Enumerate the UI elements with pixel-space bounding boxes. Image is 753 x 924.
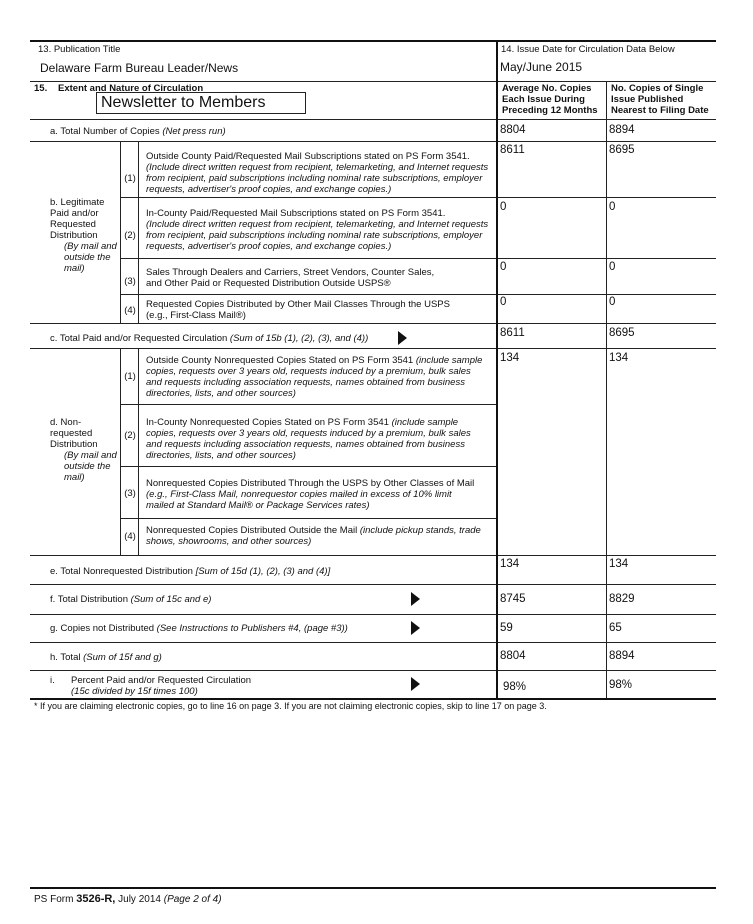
row-g-label: g. Copies not Distributed (See Instructions to Publishers #4, (page #3)) (50, 623, 348, 634)
row-c-label: c. Total Paid and/or Requested Circulation (Sum of 15b (1), (2), (3), and (4)) (50, 333, 369, 344)
row-c-average: 8611 (500, 327, 525, 339)
row-d2-description: In-County Nonrequested Copies Stated on PS Form 3541 (include sample copies, requests over 3 years old, requests induced by a premium, bulk sales and requests including association requests, names obtained from business directories, lists, and other sources) (146, 417, 471, 461)
row-i-average: 98% (503, 681, 527, 693)
row-e-average: 134 (500, 558, 520, 570)
extent-value-box: Newsletter to Members (96, 92, 306, 114)
row-i-single: 98% (609, 679, 633, 691)
row-d4-description: Nonrequested Copies Distributed Outside the Mail (include pickup stands, trade shows, showrooms, and other sources) (146, 525, 481, 547)
row-f-single: 8829 (609, 593, 635, 605)
row-b3-description: Sales Through Dealers and Carriers, Street Vendors, Counter Sales, and Other Paid or Requested Distribution Outside USPS® (146, 267, 435, 289)
row-h-average: 8804 (500, 650, 526, 662)
row-d-group-label: d. Non-requested Distribution (By mail and outside the mail) (50, 417, 117, 483)
row-b2-number: (2) (124, 230, 136, 241)
row-b1-average: 8611 (500, 144, 525, 156)
row-c-single: 8695 (609, 327, 635, 339)
electronic-copies-footnote: * If you are claiming electronic copies, go to line 16 on page 3. If you are not claiming electronic copies, skip to line 17 on page 3. (34, 701, 547, 711)
row-f-average: 8745 (500, 593, 526, 605)
row-d-average: 134 (500, 352, 520, 364)
row-b1-single: 8695 (609, 144, 635, 156)
publication-title-value: Delaware Farm Bureau Leader/News (40, 61, 239, 75)
row-a-average: 8804 (500, 124, 526, 136)
row-i-prefix: i. (50, 675, 55, 686)
row-a-single: 8894 (609, 124, 635, 136)
extent-label: Extent and Nature of Circulation (58, 83, 204, 94)
row-i-label: Percent Paid and/or Requested Circulation (15c divided by 15f times 100) (71, 675, 252, 697)
issue-date-value: May/June 2015 (500, 60, 583, 74)
row-b4-number: (4) (124, 305, 136, 316)
form-footer: PS Form 3526-R, July 2014 (Page 2 of 4) (34, 893, 222, 905)
arrow-right-icon (398, 331, 407, 345)
row-b4-single: 0 (609, 296, 616, 308)
row-e-single: 134 (609, 558, 629, 570)
row-e-label: e. Total Nonrequested Distribution [Sum of 15d (1), (2), (3) and (4)] (50, 566, 331, 577)
arrow-right-icon (411, 621, 420, 635)
row-b-group-label: b. Legitimate Paid and/or Requested Distribution (By mail and outside the mail) (50, 197, 117, 274)
row-b2-average: 0 (500, 201, 507, 213)
row-b3-number: (3) (124, 276, 136, 287)
publication-title-label: 13. Publication Title (38, 44, 121, 55)
row-d4-number: (4) (124, 531, 136, 542)
extent-number: 15. (34, 83, 48, 94)
row-b2-description: In-County Paid/Requested Mail Subscriptions stated on PS Form 3541. (Include direct written request from recipient, telemarketing, and Internet requests from recipient, paid subscriptions including nominal rate subscriptions, employer requests, advertiser's proof copies, and exchange copies.) (146, 208, 489, 252)
row-g-single: 65 (609, 622, 622, 634)
column-header-average: Average No. Copies Each Issue During Preceding 12 Months (502, 83, 598, 116)
row-d-single: 134 (609, 352, 629, 364)
row-b4-description: Requested Copies Distributed by Other Mail Classes Through the USPS (e.g., First-Class Mail®) (146, 299, 450, 321)
row-f-label: f. Total Distribution (Sum of 15c and e) (50, 594, 212, 605)
row-h-label: h. Total (Sum of 15f and g) (50, 652, 162, 663)
row-b3-average: 0 (500, 261, 507, 273)
arrow-right-icon (411, 677, 420, 691)
row-a-label: a. Total Number of Copies (Net press run) (50, 126, 226, 137)
row-d2-number: (2) (124, 430, 136, 441)
row-b1-description: Outside County Paid/Requested Mail Subscriptions stated on PS Form 3541. (Include direct written request from recipient, telemarketing, and Internet requests from recipient, paid subscriptions including nominal rate subscriptions, employer requests, advertiser's proof copies, and exchange copies.) (146, 151, 489, 195)
column-header-single-issue: No. Copies of Single Issue Published Nearest to Filing Date (611, 83, 709, 116)
issue-date-label: 14. Issue Date for Circulation Data Below (501, 44, 675, 55)
row-b4-average: 0 (500, 296, 507, 308)
arrow-right-icon (411, 592, 420, 606)
row-d3-description: Nonrequested Copies Distributed Through the USPS by Other Classes of Mail (e.g., First-Class Mail, nonrequestor copies mailed in excess of 10% limit mailed at Standard Mail® or Package Services rates) (146, 478, 475, 511)
row-d1-number: (1) (124, 371, 136, 382)
row-b3-single: 0 (609, 261, 616, 273)
row-h-single: 8894 (609, 650, 635, 662)
row-d1-description: Outside County Nonrequested Copies Stated on PS Form 3541 (include sample copies, requests over 3 years old, requests induced by a premium, bulk sales and requests including association requests, names obtained from business directories, lists, and other sources) (146, 355, 483, 399)
row-d3-number: (3) (124, 488, 136, 499)
row-g-average: 59 (500, 622, 513, 634)
row-b2-single: 0 (609, 201, 616, 213)
row-b1-number: (1) (124, 173, 136, 184)
